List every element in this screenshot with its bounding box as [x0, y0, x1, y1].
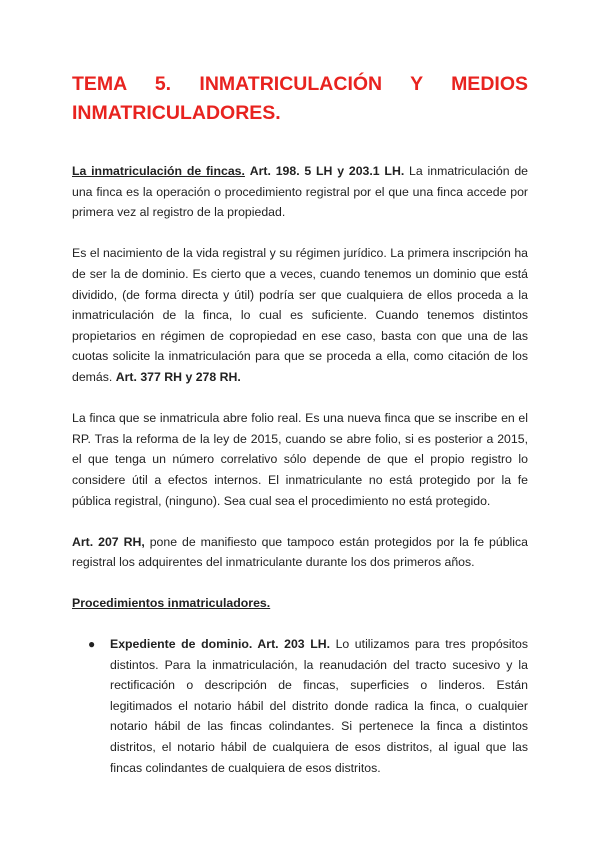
document-page [72, 70, 528, 778]
paragraph-nacimiento [72, 243, 528, 387]
paragraph-text: Es el nacimiento de la vida registral y su régimen jurídico. La primera inscripción ha de ser la de dominio. Es cierto que a veces, cuando tenemos un dominio que está dividido, (de forma directa y útil) podría ser que cualquiera de ellos proceda a la inmatriculación de la finca, lo cual es suficiente. Cuando tenemos distintos propietarios en régimen de copropiedad en ese caso, basta con que una de las cuotas solicite la inmatriculación para que se proceda a ella, como citación de los demás. [72, 246, 528, 384]
paragraph-text: pone de manifiesto que tampoco están protegidos por la fe pública registral los adquirentes del inmatriculante durante los dos primeros años. [72, 534, 528, 570]
bullet-icon: ● [88, 637, 96, 652]
title-line-1: TEMA 5. INMATRICULACIÓN Y MEDIOS [72, 73, 528, 95]
article-reference: Art. 377 RH y 278 RH. [115, 369, 241, 384]
list-item-text: Lo utilizamos para tres propósitos distintos. Para la inmatriculación, la reanudación del tracto sucesivo y la rectificación o descripción de fincas, superficies o linderos. Están legitimados el notario hábil del distrito donde radica la finca, o cualquier notario hábil de las fincas colindantes. Si pertenece la finca a distintos distritos, el notario hábil de cualquiera de esos distritos, al igual que las fincas colindantes de cualquiera de esos distritos. [110, 637, 528, 775]
article-reference: Art. 207 RH, [72, 534, 145, 549]
paragraph-heading: La inmatriculación de fincas. [72, 164, 245, 178]
bullet-list [72, 634, 528, 778]
page-title [72, 70, 528, 128]
paragraph-folio-real [72, 408, 528, 511]
list-item [72, 634, 528, 778]
list-item-title: Expediente de dominio. Art. 203 LH. [110, 637, 331, 652]
title-line-2: INMATRICULADORES. [72, 102, 281, 124]
article-reference: Art. 198. 5 LH y 203.1 LH. [249, 164, 405, 178]
paragraph-art-207 [72, 532, 528, 573]
paragraph-text: La inmatriculación de una finca es la operación o procedimiento registral por el que una finca accede por primera vez al registro de la propiedad. [72, 164, 528, 220]
paragraph-text: La finca que se inmatricula abre folio real. Es una nueva finca que se inscribe en el RP. Tras la reforma de la ley de 2015, cuando se abre folio, si es posterior a 2015, el que tenga un número correlativo sólo depende de que el propio registro lo considere útil a efectos internos. El inmatriculante no está protegido por la fe pública registral, (ninguno). Sea cual sea el procedimiento no está protegido. [72, 411, 528, 508]
paragraph-inmatriculacion [72, 161, 528, 223]
section-heading: Procedimientos inmatriculadores. [72, 596, 271, 611]
